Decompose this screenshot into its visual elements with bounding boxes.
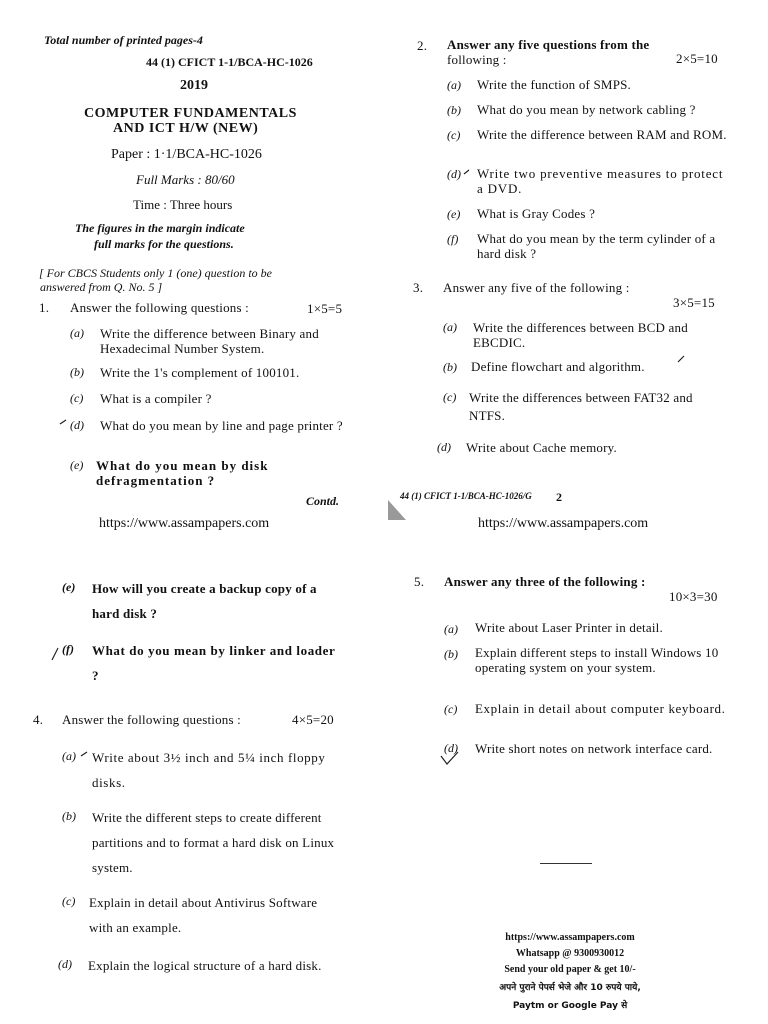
q4-text: Answer the following questions : — [62, 712, 241, 727]
pen-mark-q3b — [678, 356, 684, 362]
q4-number: 4. — [33, 712, 44, 727]
q2c-label: (c) — [447, 128, 461, 142]
cbcs-line-2: answered from Q. No. 5 ] — [40, 280, 163, 294]
exam-year: 2019 — [180, 78, 208, 93]
q3c-label: (c) — [443, 390, 457, 404]
q3c-text: Write the differences between FAT32 and NTFS. — [469, 390, 693, 423]
q1d-text: What do you mean by line and page printer ? — [100, 418, 343, 433]
promo-whatsapp: Whatsapp @ 9300930012 — [515, 948, 625, 959]
q1c-text: What is a compiler ? — [100, 391, 212, 406]
q5d-text: Write short notes on network interface card. — [475, 741, 713, 756]
q4b-label: (b) — [62, 809, 76, 823]
q3b-label: (b) — [443, 360, 457, 374]
q5a-label: (a) — [444, 622, 458, 636]
q4a-label: (a) — [62, 749, 76, 763]
q4c-label: (c) — [62, 894, 76, 908]
q1-marks: 1×5=5 — [307, 301, 343, 316]
q3d-text: Write about Cache memory. — [466, 440, 617, 455]
q3d-label: (d) — [437, 440, 451, 454]
title-line-1: COMPUTER FUNDAMENTALS — [84, 106, 297, 121]
q3a-label: (a) — [443, 320, 457, 334]
q1b-label: (b) — [70, 365, 84, 379]
note-line-1: The figures in the margin indicate — [75, 221, 245, 235]
q2b-label: (b) — [447, 103, 461, 117]
q2e-text: What is Gray Codes ? — [477, 206, 596, 221]
q4-marks: 4×5=20 — [292, 712, 334, 727]
q5c-text: Explain in detail about computer keyboard. — [475, 701, 726, 716]
q5-text: Answer any three of the following : — [444, 574, 646, 589]
q4c-text: Explain in detail about Antivirus Software with an example. — [89, 895, 318, 935]
promo-offer: Send your old paper & get 10/- — [504, 964, 636, 975]
footer-code-2: 44 (1) CFICT 1-1/BCA-HC-1026/G — [400, 491, 532, 501]
pen-mark-q4a — [81, 752, 87, 756]
q2-text-line-2: following : — [447, 52, 507, 67]
q2-number: 2. — [417, 38, 428, 53]
q3-number: 3. — [413, 280, 424, 295]
q1e-label: (e) — [70, 458, 84, 472]
q5b-text: Explain different steps to install Windows 10 operating system on your system. — [475, 645, 719, 675]
full-marks: Full Marks : 80/60 — [136, 172, 235, 187]
q5b-label: (b) — [444, 647, 458, 661]
contd: Contd. — [306, 494, 340, 508]
title-line-2: AND ICT H/W (NEW) — [113, 121, 259, 136]
footer-url-2: https://www.assampapers.com — [478, 516, 649, 531]
q4d-label: (d) — [58, 957, 72, 971]
promo-url: https://www.assampapers.com — [505, 932, 635, 943]
q1b-text: Write the 1's complement of 100101. — [100, 365, 300, 380]
checkmark-q5d — [441, 752, 458, 764]
q3b-text: Define flowchart and algorithm. — [471, 359, 645, 374]
q5c-label: (c) — [444, 702, 458, 716]
q1-text: Answer the following questions : — [70, 300, 249, 315]
q1f-cont-text: What do you mean by linker and loader ? — [92, 643, 336, 683]
q2d-text: Write two preventive measures to protect a DVD. — [477, 166, 724, 196]
cbcs-line-1: [ For CBCS Students only 1 (one) question to be — [39, 266, 272, 280]
total-pages: Total number of printed pages-4 — [44, 33, 203, 47]
paper-line: Paper : 1·1/BCA-HC-1026 — [111, 147, 262, 162]
q2f-label: (f) — [447, 232, 459, 246]
q1e-cont-text: How will you create a backup copy of a hard disk ? — [92, 581, 317, 621]
q2f-text: What do you mean by the term cylinder of a hard disk ? — [477, 231, 716, 261]
q2c-text: Write the difference between RAM and ROM. — [477, 127, 727, 142]
page-number-2: 2 — [556, 490, 562, 504]
q3a-text: Write the differences between BCD and EBCDIC. — [473, 320, 688, 350]
q4a-text: Write about 3½ inch and 5¼ inch floppy disks. — [92, 750, 326, 790]
pen-mark-q2d — [464, 170, 469, 174]
q5-number: 5. — [414, 574, 425, 589]
q4d-text: Explain the logical structure of a hard disk. — [88, 958, 322, 973]
promo-hindi: अपने पुराने पेपर्स भेजे और 10 रुपये पाये, — [499, 983, 641, 993]
note-line-2: full marks for the questions. — [94, 237, 234, 251]
q5-marks: 10×3=30 — [669, 589, 718, 604]
q1c-label: (c) — [70, 391, 84, 405]
page-corner-shape — [388, 500, 406, 520]
q2e-label: (e) — [447, 207, 461, 221]
q4b-text: Write the different steps to create different partitions and to format a hard disk on Linux system. — [92, 810, 335, 875]
q3-text: Answer any five of the following : — [443, 280, 630, 295]
pen-mark-q1d — [60, 420, 66, 424]
q2d-label: (d) — [447, 167, 461, 181]
q2b-text: What do you mean by network cabling ? — [477, 102, 696, 117]
footer-url-1: https://www.assampapers.com — [99, 516, 270, 531]
q1a-label: (a) — [70, 326, 84, 340]
time: Time : Three hours — [133, 197, 233, 212]
q1-number: 1. — [39, 300, 50, 315]
q1e-cont-label: (e) — [62, 580, 76, 594]
q1d-label: (d) — [70, 418, 84, 432]
q2-marks: 2×5=10 — [676, 51, 718, 66]
q2-text-line-1: Answer any five questions from the — [447, 37, 650, 52]
promo-payment: Paytm or Google Pay से — [512, 1001, 628, 1011]
q1f-cont-label: (f) — [62, 642, 74, 656]
q2a-text: Write the function of SMPS. — [477, 77, 632, 92]
paper-code: 44 (1) CFICT 1-1/BCA-HC-1026 — [146, 55, 313, 69]
q1a-text: Write the difference between Binary and Hexadecimal Number System. — [100, 326, 319, 356]
q5a-text: Write about Laser Printer in detail. — [475, 620, 663, 635]
q5d-label: (d) — [444, 741, 458, 755]
q3-marks: 3×5=15 — [673, 295, 715, 310]
pen-mark-q1f — [52, 648, 58, 660]
q2a-label: (a) — [447, 78, 461, 92]
q1e-text: What do you mean by disk defragmentation ? — [96, 458, 269, 488]
